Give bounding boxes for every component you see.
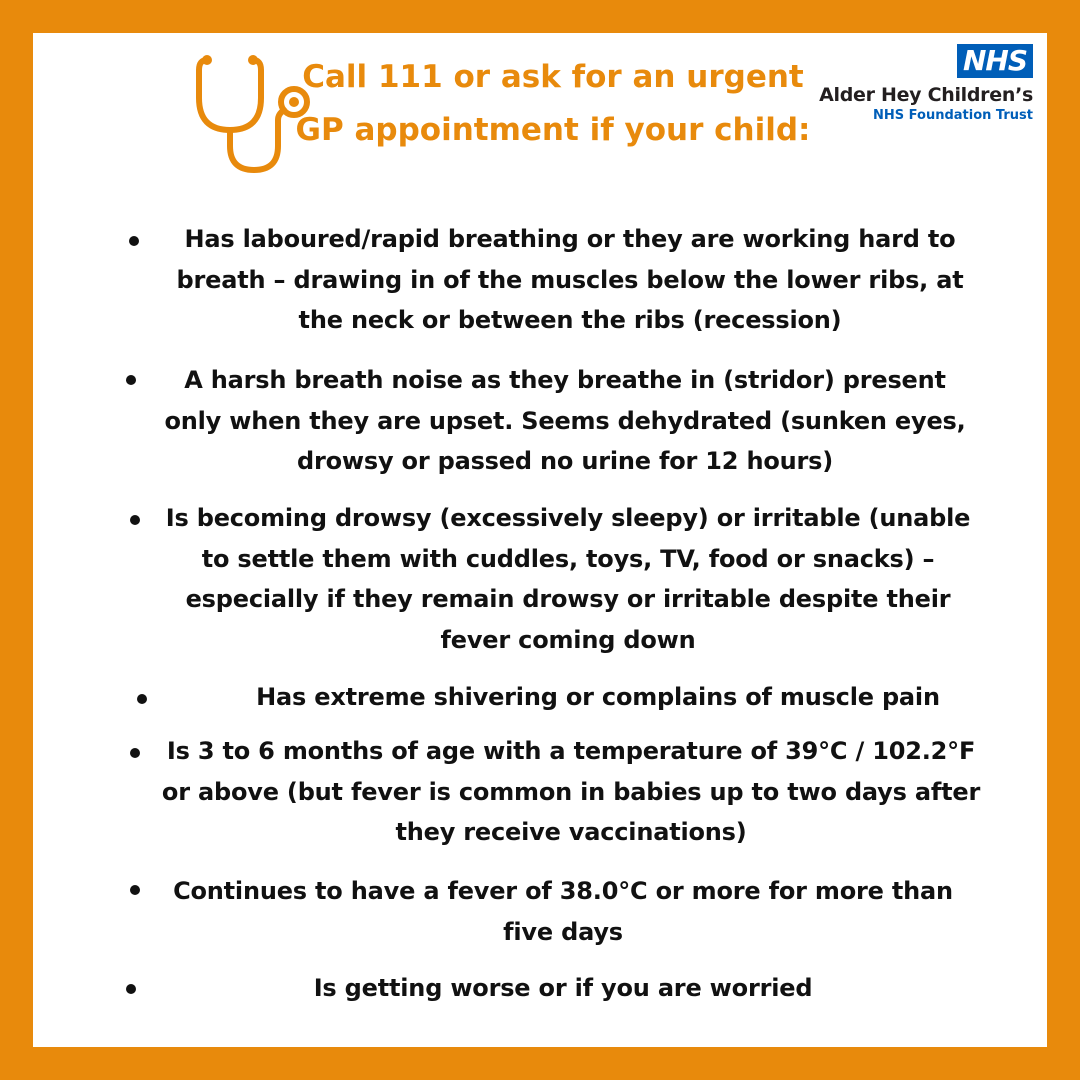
nhs-logo: NHS bbox=[957, 44, 1033, 78]
bullet-icon bbox=[130, 748, 140, 758]
list-item-text: Is becoming drowsy (excessively sleepy) or irritable (unable to settle them with cuddles, toys, TV, food or snacks) – especially if they remain drowsy or irritable despite their fever coming down bbox=[165, 504, 971, 654]
list-item-text: Is getting worse or if you are worried bbox=[313, 974, 813, 1002]
symptom-list bbox=[33, 33, 1047, 1047]
bullet-icon bbox=[130, 515, 140, 525]
list-item-text: Has extreme shivering or complains of muscle pain bbox=[256, 683, 940, 711]
list-item-text: Has laboured/rapid breathing or they are working hard to breath – drawing in of the muscles below the lower ribs, at the neck or between the ribs (recession) bbox=[176, 225, 964, 334]
bullet-icon bbox=[130, 885, 140, 895]
bullet-icon bbox=[137, 694, 147, 704]
bullet-icon bbox=[129, 236, 139, 246]
trust-name: Alder Hey Children’s bbox=[819, 84, 1033, 106]
page-title: Call 111 or ask for an urgent GP appointment if your child: bbox=[295, 59, 811, 148]
list-item-text: Is 3 to 6 months of age with a temperature of 39°C / 102.2°F or above (but fever is common in babies up to two days after they receive vaccinations) bbox=[161, 737, 981, 846]
list-item-text: A harsh breath noise as they breathe in (stridor) present only when they are upset. Seems dehydrated (sunken eyes, drowsy or passed no urine for 12 hours) bbox=[164, 366, 966, 475]
list-item-text: Continues to have a fever of 38.0°C or more for more than five days bbox=[173, 877, 953, 946]
content-panel bbox=[33, 33, 1047, 1047]
trust-subtitle: NHS Foundation Trust bbox=[873, 108, 1033, 123]
bullet-icon bbox=[126, 375, 136, 385]
bullet-icon bbox=[126, 984, 136, 994]
